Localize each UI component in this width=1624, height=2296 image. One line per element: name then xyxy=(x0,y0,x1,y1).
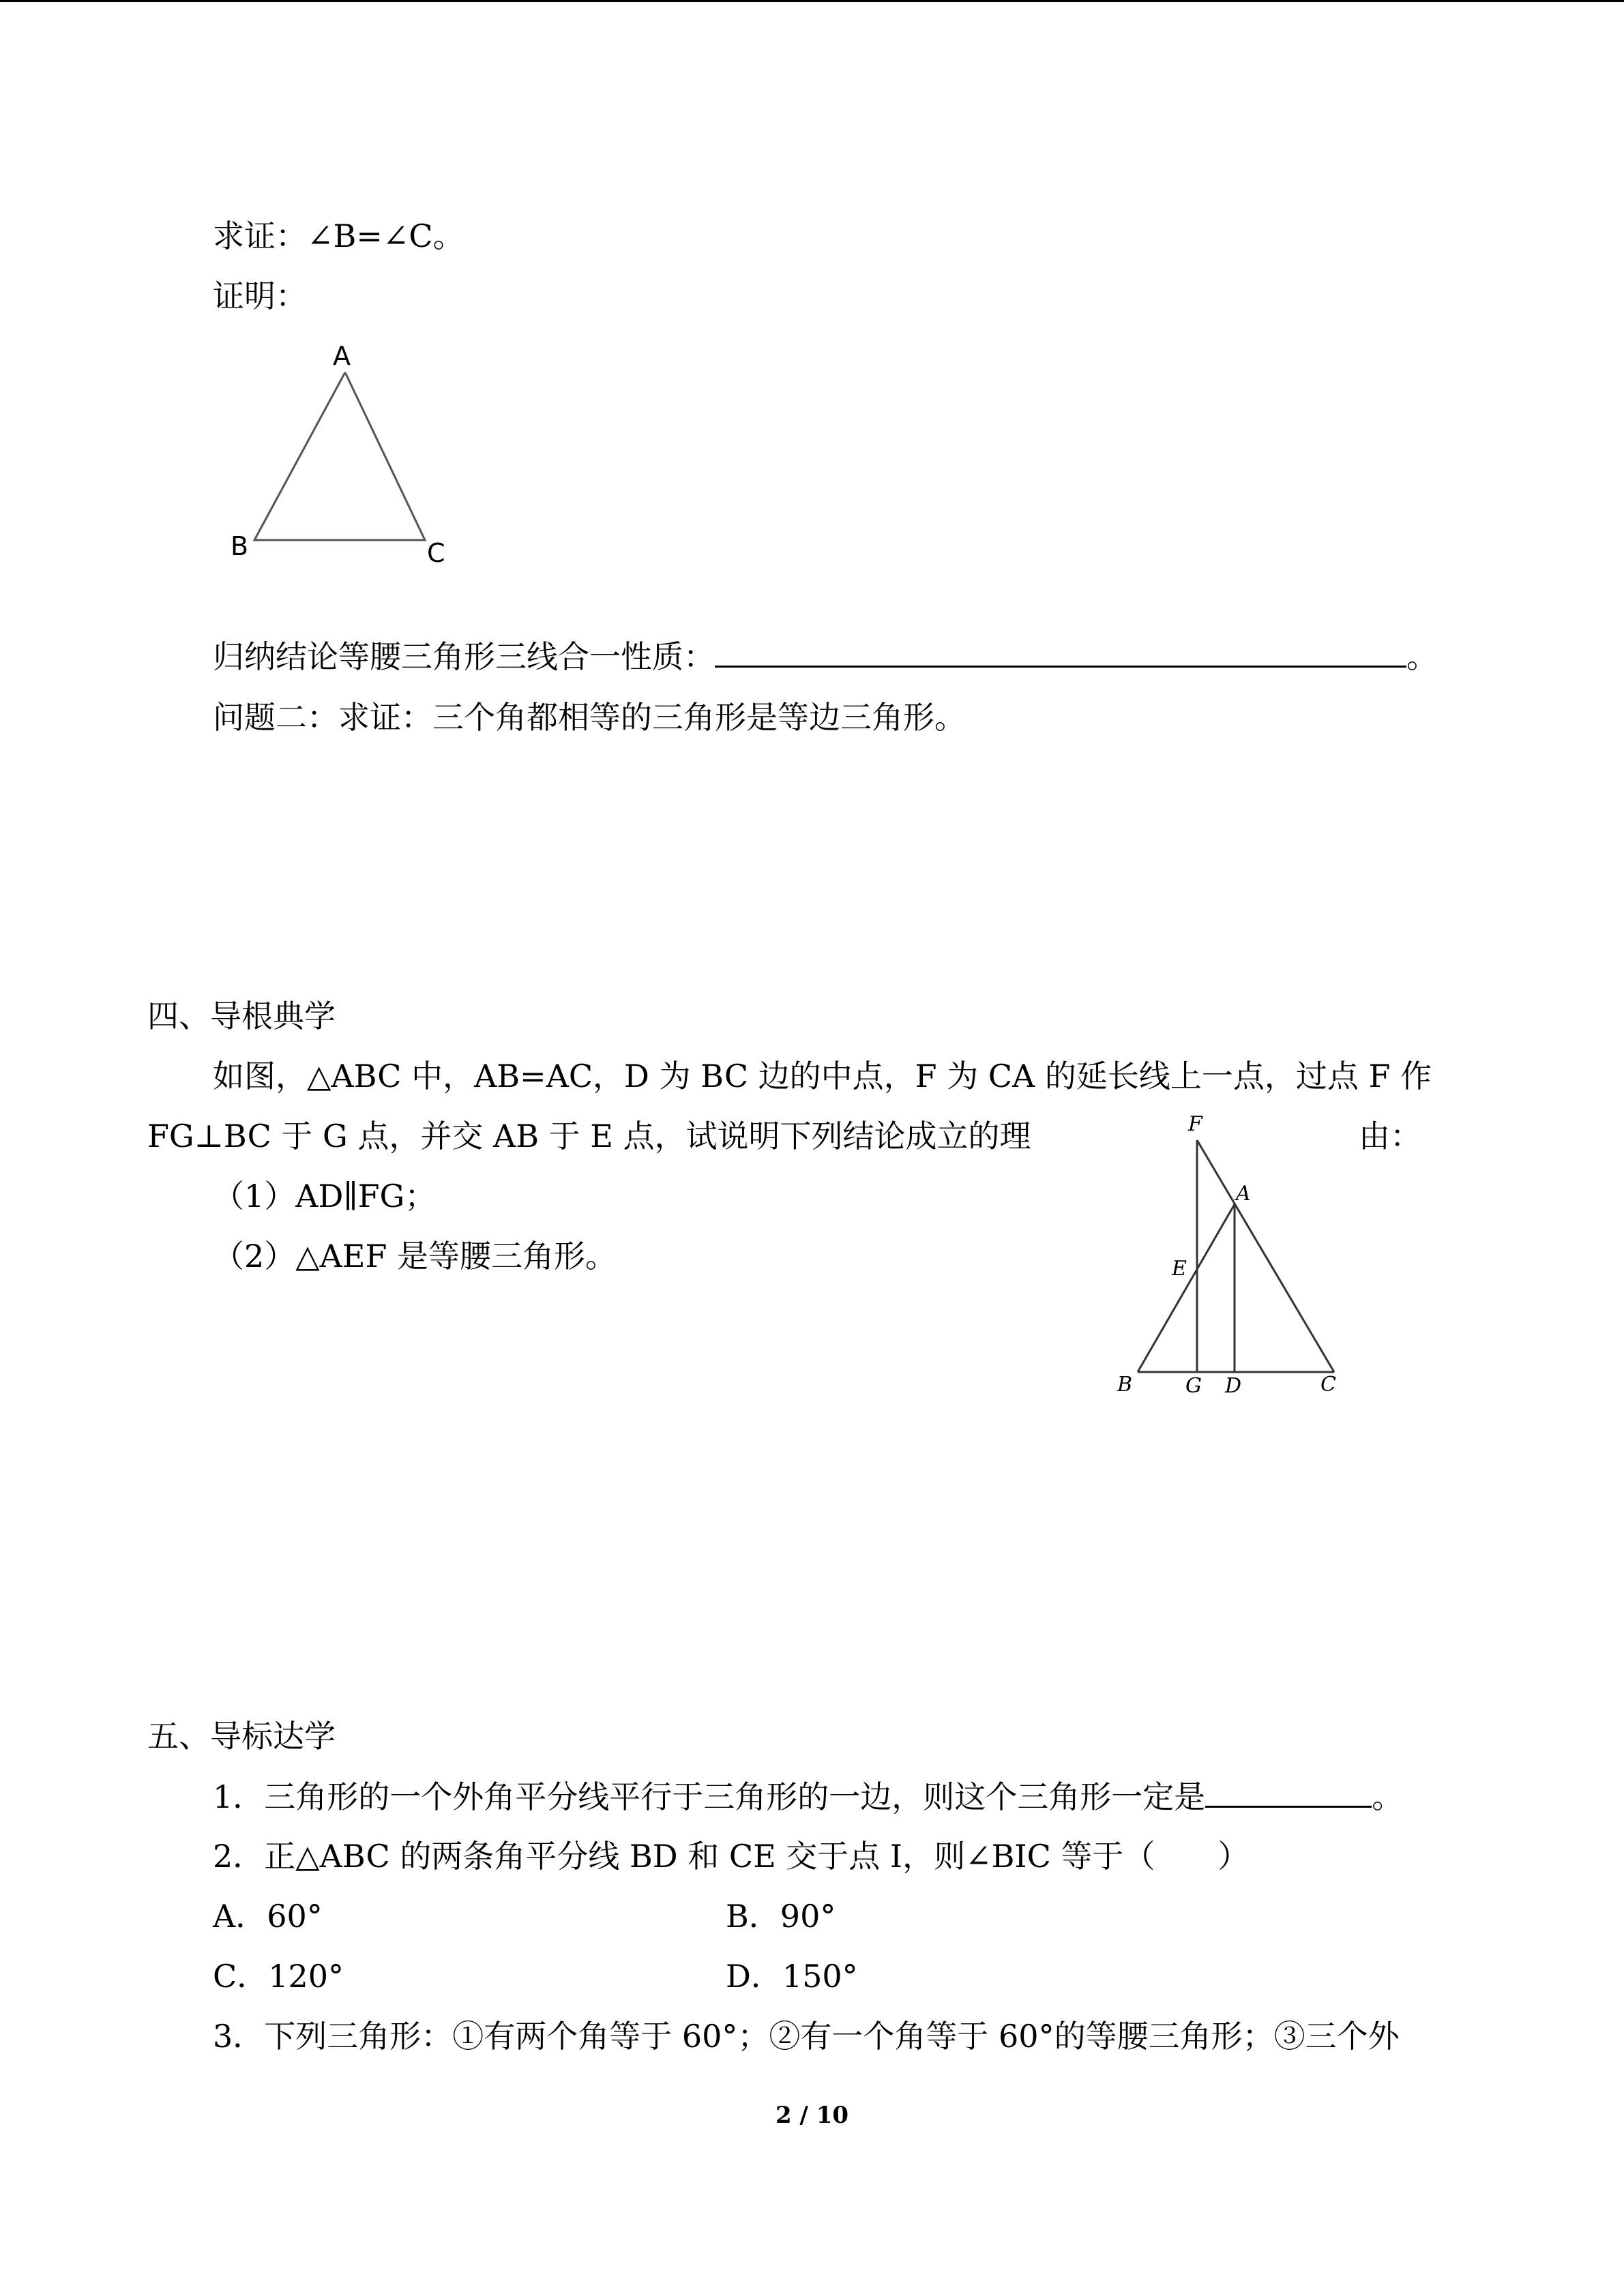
section-four-paragraph-line2-end: 由： xyxy=(1359,1118,1421,1154)
proof-label: 证明： xyxy=(213,278,307,314)
option-b[interactable]: B．90° xyxy=(726,1898,836,1935)
section-four-paragraph-line2: FG⊥BC 于 G 点，并交 AB 于 E 点，试说明下列结论成立的理 xyxy=(147,1118,1031,1154)
triangle-abc-figure xyxy=(218,334,491,566)
segment-fc xyxy=(1197,1140,1334,1372)
summary-suffix: 。 xyxy=(1406,638,1438,675)
question-2: 2．正△ABC 的两条角平分线 BD 和 CE 交于点 I，则∠BIC 等于（ ） xyxy=(213,1838,1250,1875)
label-d: D xyxy=(1225,1374,1242,1398)
question-1-suffix: 。 xyxy=(1372,1778,1404,1815)
option-a[interactable]: A．60° xyxy=(213,1898,323,1935)
page-number: 2 / 10 xyxy=(775,2102,849,2129)
label-a: A xyxy=(333,341,351,371)
triangle-abc-outline xyxy=(254,372,425,540)
triangle-fg-figure xyxy=(1105,1105,1405,1398)
question-1-text: 1．三角形的一个外角平分线平行于三角形的一边，则这个三角形一定是 xyxy=(213,1778,1206,1815)
option-c[interactable]: C．120° xyxy=(213,1958,344,1995)
summary-answer-blank[interactable] xyxy=(715,636,1406,668)
prove-statement: 求证：∠B=∠C。 xyxy=(213,218,464,254)
label-c: C xyxy=(427,538,445,568)
label-b: B xyxy=(231,531,249,561)
summary-line xyxy=(213,636,1438,677)
section-five-title: 五、导标达学 xyxy=(147,1718,336,1755)
option-d[interactable]: D．150° xyxy=(726,1958,858,1995)
label-b2: B xyxy=(1117,1373,1133,1397)
top-border-line xyxy=(0,0,1624,2)
conclusion-item-2: （2）△AEF 是等腰三角形。 xyxy=(213,1238,617,1274)
label-e: E xyxy=(1172,1257,1187,1281)
label-g: G xyxy=(1185,1374,1202,1398)
segment-ba xyxy=(1138,1204,1235,1372)
question-3: 3．下列三角形：①有两个角等于 60°；②有一个角等于 60°的等腰三角形；③三个外 xyxy=(213,2018,1400,2055)
problem-two: 问题二：求证：三个角都相等的三角形是等边三角形。 xyxy=(213,699,966,736)
summary-prefix: 归纳结论等腰三角形三线合一性质： xyxy=(213,638,715,675)
section-four-title: 四、导根典学 xyxy=(147,998,336,1034)
label-a2: A xyxy=(1236,1182,1251,1206)
label-c2: C xyxy=(1320,1373,1336,1397)
section-four-paragraph-line1: 如图，△ABC 中，AB=AC，D 为 BC 边的中点，F 为 CA 的延长线上一点，过点 F 作 xyxy=(213,1058,1432,1094)
conclusion-item-1: （1）AD∥FG； xyxy=(213,1178,437,1214)
label-f: F xyxy=(1188,1112,1202,1136)
question-1 xyxy=(213,1776,1403,1817)
question-1-answer-blank[interactable] xyxy=(1205,1776,1372,1808)
